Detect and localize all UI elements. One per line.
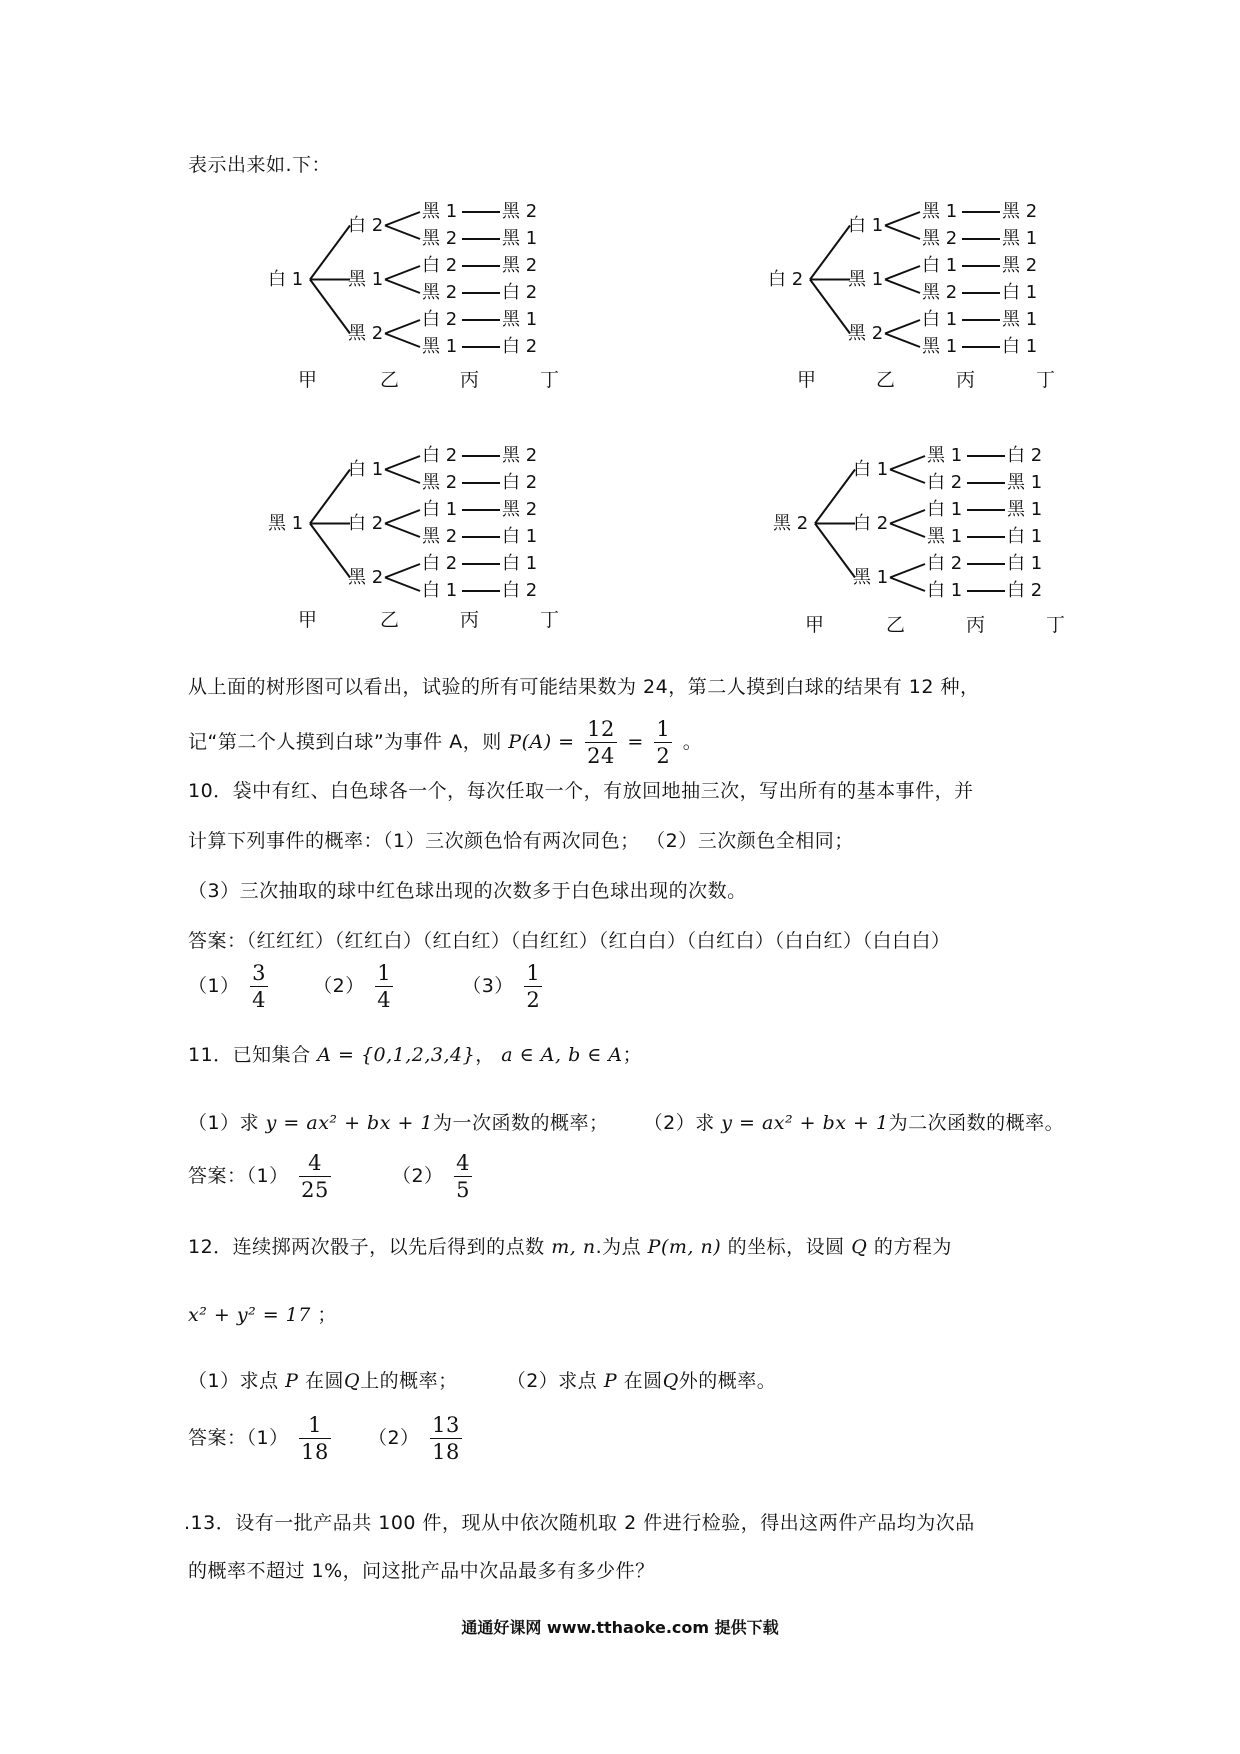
- branch-mid-to-leaf-3: [885, 266, 920, 280]
- tree-root-node: 黑 2: [773, 512, 809, 534]
- branch-mid-to-leaf-4: [890, 524, 925, 538]
- column-label-3: 丙: [966, 614, 986, 636]
- tree-fourth-node-1: 黑 2: [502, 445, 538, 466]
- tree-fourth-node-1: 黑 2: [502, 201, 538, 222]
- tree-third-node-4: 黑 2: [422, 526, 458, 547]
- tree-third-node-3: 白 1: [922, 255, 958, 276]
- tree-fourth-node-3: 黑 2: [1002, 255, 1038, 276]
- question-12-text-a: .为点: [595, 1236, 642, 1258]
- function-expression-1: y = ax² + bx + 1: [265, 1112, 433, 1134]
- question-12-text-c: 的方程为: [873, 1236, 952, 1258]
- tree-mid-node-1: 白 1: [853, 458, 889, 480]
- column-label-4: 丁: [540, 609, 560, 631]
- tree-fourth-node-6: 白 2: [1007, 580, 1043, 601]
- tree-fourth-node-4: 白 1: [1007, 526, 1043, 547]
- period: 。: [682, 731, 703, 753]
- branch-root-to-mid-1: [310, 226, 350, 280]
- q12-sub1-stem: （1）求点: [188, 1370, 279, 1392]
- column-label-1: 甲: [298, 369, 318, 391]
- question-12-stem: 12．连续掷两次骰子，以先后得到的点数: [188, 1236, 545, 1258]
- column-label-4: 丁: [1046, 614, 1066, 636]
- tree-mid-node-2: 黑 1: [348, 268, 384, 290]
- column-label-2: 乙: [876, 369, 896, 391]
- tree-third-node-1: 黑 1: [922, 201, 958, 222]
- question-13-line-1: .13．设有一批产品共 100 件，现从中依次随机取 2 件进行检验，得出这两件产品均为次品: [184, 1512, 975, 1534]
- branch-mid-to-leaf-5: [385, 320, 420, 334]
- tree-third-node-3: 白 1: [422, 499, 458, 520]
- question-12-equation: [188, 1300, 337, 1327]
- tree-mid-node-2: 白 2: [853, 512, 889, 534]
- column-label-2: 乙: [886, 614, 906, 636]
- tree-third-node-6: 白 1: [927, 580, 963, 601]
- footer-source: 通通好课网 www.tthaoke.com 提供下载: [461, 1618, 779, 1637]
- tree-mid-node-1: 白 1: [348, 458, 384, 480]
- column-label-4: 丁: [540, 369, 560, 391]
- tree-third-node-6: 黑 1: [422, 336, 458, 357]
- answer-11-fraction-2: $\frac{4}{5}$: [456, 1151, 470, 1202]
- tree-fourth-node-6: 白 2: [502, 580, 538, 601]
- tree-fourth-node-4: 白 1: [502, 526, 538, 547]
- tree-mid-node-1: 白 2: [348, 214, 384, 236]
- answer-10-label-1: （1）: [188, 975, 240, 997]
- tree-third-node-4: 黑 2: [422, 282, 458, 303]
- branch-mid-to-leaf-1: [385, 212, 420, 226]
- probability-line: [188, 716, 702, 769]
- question-12-subs: [188, 1366, 776, 1393]
- question-11-stem: 11．已知集合: [188, 1044, 311, 1066]
- tree-fourth-node-4: 白 1: [1002, 282, 1038, 303]
- q12-sub1-text-a: 在圆: [304, 1370, 344, 1392]
- branch-root-to-mid-3: [310, 280, 350, 334]
- tree-root-node: 白 2: [768, 268, 804, 290]
- answer-12-label-2: （2）: [367, 1427, 420, 1449]
- question-11-line-2: [188, 1108, 1064, 1135]
- q12-sub1-text-b: 上的概率；: [360, 1370, 458, 1392]
- probability-expression: P(A) =: [508, 731, 575, 753]
- answer-10-fraction-1: $\frac{3}{4}$: [252, 961, 267, 1012]
- answer-10-fractions: [188, 960, 546, 1013]
- branch-mid-to-leaf-1: [885, 212, 920, 226]
- circle-Q: Q: [851, 1236, 868, 1258]
- tree-fourth-node-5: 黑 1: [1002, 309, 1038, 330]
- membership-condition: a ∈ A, b ∈ A: [501, 1044, 623, 1066]
- tree-third-node-5: 白 2: [927, 553, 963, 574]
- tree-fourth-node-4: 白 2: [502, 282, 538, 303]
- answer-10-label-2: （2）: [313, 975, 365, 997]
- tree-third-node-6: 白 1: [422, 580, 458, 601]
- branch-mid-to-leaf-6: [385, 578, 420, 592]
- circle-Q-2: Q: [344, 1370, 361, 1392]
- tree-mid-node-3: 黑 2: [348, 566, 384, 588]
- branch-mid-to-leaf-2: [385, 470, 420, 484]
- branch-mid-to-leaf-3: [385, 266, 420, 280]
- q12-sub2-text-b: 外的概率。: [678, 1370, 777, 1392]
- branch-root-to-mid-1: [815, 470, 855, 524]
- branch-mid-to-leaf-2: [890, 470, 925, 484]
- branch-mid-to-leaf-2: [385, 226, 420, 240]
- branch-mid-to-leaf-4: [385, 280, 420, 294]
- tree-fourth-node-6: 白 1: [1002, 336, 1038, 357]
- branch-mid-to-leaf-6: [890, 578, 925, 592]
- tree-third-node-1: 白 2: [422, 445, 458, 466]
- question-12-line-1: [188, 1232, 952, 1259]
- tree-fourth-node-2: 白 2: [502, 472, 538, 493]
- tree-fourth-node-2: 黑 1: [502, 228, 538, 249]
- tree-mid-node-2: 白 2: [348, 512, 384, 534]
- tree-root-node: 白 1: [268, 268, 304, 290]
- column-label-3: 丙: [460, 609, 480, 631]
- answer-11-label-2: （2）: [391, 1165, 444, 1187]
- tree-third-node-6: 黑 1: [922, 336, 958, 357]
- semicolon: ；: [622, 1044, 643, 1066]
- question-10-line-2: 计算下列事件的概率：（1）三次颜色恰有两次同色； （2）三次颜色全相同；: [188, 830, 854, 852]
- question-12-text-b: 的坐标，设圆: [727, 1236, 845, 1258]
- branch-mid-to-leaf-2: [885, 226, 920, 240]
- sub-question-2-stem: （2）求: [643, 1112, 715, 1134]
- event-definition: 记“第二个人摸到白球”为事件 A，则: [188, 731, 502, 753]
- branch-root-to-mid-1: [810, 226, 850, 280]
- column-label-2: 乙: [380, 369, 400, 391]
- answer-10-fraction-2: $\frac{1}{4}$: [377, 961, 392, 1012]
- answer-12-fraction-2: $\frac{13}{18}$: [432, 1413, 460, 1464]
- point-P-2: P: [603, 1370, 618, 1392]
- branch-root-to-mid-1: [310, 470, 350, 524]
- question-10-line-3: （3）三次抽取的球中红色球出现的次数多于白色球出现的次数。: [188, 880, 747, 902]
- tree-third-node-2: 黑 2: [422, 472, 458, 493]
- question-13-line-2: 的概率不超过 1%，问这批产品中次品最多有多少件？: [188, 1560, 655, 1582]
- tree-fourth-node-3: 黑 2: [502, 499, 538, 520]
- tree-fourth-node-1: 白 2: [1007, 445, 1043, 466]
- points-mn: m, n: [551, 1236, 596, 1258]
- answer-11-fraction-1: $\frac{4}{25}$: [301, 1151, 329, 1202]
- tree-third-node-4: 黑 1: [927, 526, 963, 547]
- tree-root-node: 黑 1: [268, 512, 304, 534]
- branch-mid-to-leaf-3: [890, 510, 925, 524]
- tree-mid-node-1: 白 1: [848, 214, 884, 236]
- branch-root-to-mid-3: [310, 524, 350, 578]
- branch-root-to-mid-3: [810, 280, 850, 334]
- fraction-1-2: $\frac{1}{2}$: [656, 717, 671, 768]
- tree-third-node-1: 黑 1: [422, 201, 458, 222]
- column-label-1: 甲: [797, 369, 817, 391]
- branch-mid-to-leaf-5: [885, 320, 920, 334]
- circle-Q-3: Q: [662, 1370, 679, 1392]
- tree-fourth-node-5: 白 1: [1007, 553, 1043, 574]
- fraction-12-24: $\frac{12}{24}$: [587, 717, 615, 768]
- branch-mid-to-leaf-1: [890, 456, 925, 470]
- tree-third-node-1: 黑 1: [927, 445, 963, 466]
- question-11-line-1: [188, 1040, 642, 1067]
- branch-mid-to-leaf-1: [385, 456, 420, 470]
- q12-sub2-text-a: 在圆: [623, 1370, 663, 1392]
- tree-third-node-2: 白 2: [927, 472, 963, 493]
- tree-third-node-3: 白 1: [927, 499, 963, 520]
- sub-question-2-text: 为二次函数的概率。: [888, 1112, 1065, 1134]
- tree-fourth-node-3: 黑 2: [502, 255, 538, 276]
- set-A: A = {0,1,2,3,4}: [317, 1044, 476, 1066]
- branch-mid-to-leaf-6: [385, 334, 420, 348]
- point-P-coords: P(m, n): [647, 1236, 722, 1258]
- tree-fourth-node-5: 白 1: [502, 553, 538, 574]
- tree-mid-node-3: 黑 2: [348, 322, 384, 344]
- column-label-4: 丁: [1036, 369, 1056, 391]
- tree-fourth-node-2: 黑 1: [1007, 472, 1043, 493]
- circle-equation: x² + y² = 17: [188, 1304, 311, 1326]
- branch-mid-to-leaf-4: [385, 524, 420, 538]
- branch-mid-to-leaf-3: [385, 510, 420, 524]
- function-expression-2: y = ax² + bx + 1: [721, 1112, 889, 1134]
- answer-12-fraction-1: $\frac{1}{18}$: [301, 1413, 329, 1464]
- sub-question-1-text: 为一次函数的概率；: [433, 1112, 609, 1134]
- answer-11-label: 答案：（1）: [188, 1165, 289, 1187]
- column-label-1: 甲: [805, 614, 825, 636]
- answer-12-label: 答案：（1）: [188, 1427, 289, 1449]
- tree-mid-node-3: 黑 2: [848, 322, 884, 344]
- answer-12: [188, 1412, 466, 1465]
- point-P: P: [285, 1370, 299, 1392]
- column-label-3: 丙: [956, 369, 976, 391]
- column-label-3: 丙: [460, 369, 480, 391]
- comma: ，: [475, 1044, 495, 1066]
- answer-10-label-3: （3）: [462, 975, 514, 997]
- tree-third-node-5: 白 1: [922, 309, 958, 330]
- intro-text: 表示出来如.下：: [188, 154, 332, 176]
- answer-11: [188, 1150, 476, 1203]
- question-10-line-1: 10．袋中有红、白色球各一个，每次任取一个，有放回地抽三次，写出所有的基本事件，并: [188, 780, 974, 802]
- tree-fourth-node-2: 黑 1: [1002, 228, 1038, 249]
- answer-10-fraction-3: $\frac{1}{2}$: [526, 961, 541, 1012]
- tree-mid-node-3: 黑 1: [853, 566, 889, 588]
- branch-mid-to-leaf-4: [885, 280, 920, 294]
- branch-root-to-mid-3: [815, 524, 855, 578]
- tree-third-node-5: 白 2: [422, 309, 458, 330]
- answer-10-outcomes: 答案：（红红红）（红红白）（红白红）（白红红）（红白白）（白红白）（白白红）（白白白）: [188, 930, 951, 952]
- tree-third-node-4: 黑 2: [922, 282, 958, 303]
- tree-third-node-2: 黑 2: [422, 228, 458, 249]
- sub-question-1-stem: （1）求: [188, 1112, 260, 1134]
- tree-third-node-5: 白 2: [422, 553, 458, 574]
- column-label-2: 乙: [380, 609, 400, 631]
- tree-third-node-3: 白 2: [422, 255, 458, 276]
- q12-sub2-stem: （2）求点: [506, 1370, 598, 1392]
- column-label-1: 甲: [298, 609, 318, 631]
- tree-third-node-2: 黑 2: [922, 228, 958, 249]
- tree-mid-node-2: 黑 1: [848, 268, 884, 290]
- tree-fourth-node-1: 黑 2: [1002, 201, 1038, 222]
- branch-mid-to-leaf-5: [385, 564, 420, 578]
- semicolon-2: ；: [317, 1304, 337, 1326]
- branch-mid-to-leaf-5: [890, 564, 925, 578]
- tree-fourth-node-5: 黑 1: [502, 309, 538, 330]
- conclusion-text: 从上面的树形图可以看出，试验的所有可能结果数为 24，第二人摸到白球的结果有 12 种，: [188, 676, 980, 698]
- tree-fourth-node-6: 白 2: [502, 336, 538, 357]
- equals-sign: =: [627, 731, 644, 753]
- tree-fourth-node-3: 黑 1: [1007, 499, 1043, 520]
- branch-mid-to-leaf-6: [885, 334, 920, 348]
